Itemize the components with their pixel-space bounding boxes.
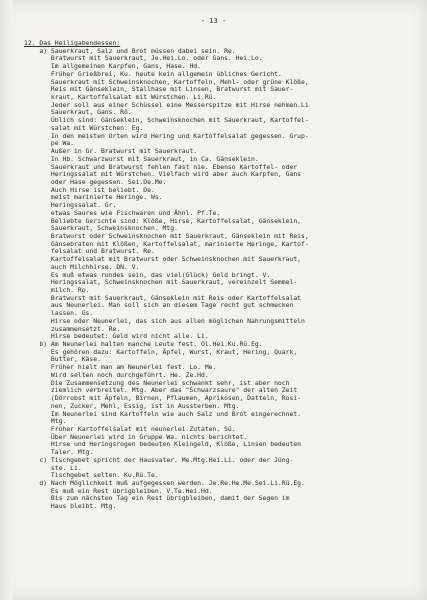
text-line: Tischgebet selten. Ku.Rü.Te. — [24, 471, 159, 480]
text-line: Beliebte Gerichte sind: Klöße, Hirse, Kartoffelsalat, Gänseklein, — [24, 216, 302, 225]
text-line: kraut, Kartoffelsalat mit Würstchen. Li.Rü. — [24, 93, 217, 102]
text-line: nen, Zucker, Mehl, Essig, ist in Aussterben. Mtg. — [24, 401, 240, 410]
text-line: Bratwurst mit Sauerkraut, Gänseklein mit Reis oder Kartoffelsalat — [24, 293, 302, 302]
text-line: Haus bleibt. Mtg. — [24, 502, 117, 511]
text-line: Mtg. — [24, 417, 67, 426]
text-line: Sauerkraut, Gans. Rö. — [24, 108, 132, 117]
text-line: meist marinierte Heringe. Ws. — [24, 193, 163, 202]
text-line: Früher Kartoffelsalat mit neunerlei Zutaten. Sü. — [24, 424, 236, 433]
text-line: pe Wa. — [24, 139, 75, 148]
text-line: Wird selten noch durchgeführt. He. Ze.Hd. — [24, 370, 209, 379]
text-line: In den meisten Orten wird Hering und Kartoffelsalat gegessen. Grup- — [24, 131, 309, 140]
text-line: Butter, Käse. — [24, 355, 101, 364]
text-line: Es muß ein Rest übrigbleiben. V.Te.Hei.Hd. — [24, 486, 213, 495]
text-line: d) Nach Möglichkeit muß aufgegessen werden. Je.Re.He.Me.Sei.Li.Rü.Eg. — [24, 478, 305, 487]
text-line: Reis mit Gänseklein, Stallhase mit Linsen, Bratwurst mit Sauer- — [24, 85, 294, 94]
text-line: Bratwurst mit Sauerkraut, Je.Hei.Lo. oder Gans. Hei.Lo. — [24, 54, 263, 63]
text-line: Gänsebraten mit Klößen, Kartoffelsalat, marinierte Heringe, Kartof- — [24, 239, 309, 248]
text-line: Auch Hirse ist beliebt. De. — [24, 185, 155, 194]
text-line: Hirse bedeutet: Geld wird nicht alle. Li. — [24, 332, 209, 341]
text-line: etwas Saures wie Fischwaren und Ähnl. Pf.Te. — [24, 208, 221, 217]
text-line: Früher Grießbrei, Ku. heute kein allgemein übliches Gericht. — [24, 69, 282, 78]
text-line: milch. Ro. — [24, 286, 90, 294]
text-line: c) Tischgebet spricht der Hausvater. Me.Mtg.Hei.Li. oder der Jüng- — [24, 455, 294, 464]
section-body — [24, 40, 419, 511]
text-line: Außer in Gr. Bratwurst mit Sauerkraut. — [24, 147, 198, 156]
text-line: auch Milchhirse. DN. V. — [24, 262, 140, 271]
text-line: Es gehören dazu: Kartoffeln, Äpfel, Wurst, Kraut, Hering, Quark, — [24, 347, 298, 356]
text-line: Bratwurst oder Schweinsknochen mit Sauerkraut, Gänseklein mit Reis, — [24, 231, 309, 240]
page-edge — [0, 0, 12, 600]
text-line: Taler. Mtg. — [24, 448, 94, 457]
text-line: Sauerkraut und Bratwurst fehlen fast nie. Ebenso Kartoffel- oder — [24, 162, 298, 171]
text-line: Sauerkraut mit Schweinsknochen, Kartoffeln, Mehl- oder grüne Klöße, — [24, 77, 309, 86]
text-line: Im allgemeinen Karpfen, Gans, Hase. Hd. — [24, 62, 201, 71]
text-line: Bis zum nächsten Tag ein Rest übrigbleiben, damit der Segen im — [24, 494, 290, 503]
text-line: Hirse und Heringsrogen bedeuten Kleingeld, Klöße, Linsen bedeuten — [24, 440, 302, 449]
text-line: a) Sauerkraut, Salz und Brot müssen dabei sein. Re. — [24, 46, 236, 55]
text-line: b) Am Neunerlei halten manche Leute fest. Ol.Hei.Ku.Rü.Eg. — [24, 340, 263, 349]
text-line: (Dörrobst mit Äpfeln, Birnen, Pflaumen, Aprikosen, Datteln, Rosi- — [24, 394, 302, 403]
text-line: In Hb. Schwarzwurst mit Sauerkraut, in Ca. Gänseklein. — [24, 154, 259, 163]
text-line: salat mit Würstchen. Eg. — [24, 123, 144, 132]
text-line: lassen. Gs. — [24, 309, 94, 318]
text-line: Hirse oder Neunerlei, das sich aus allen möglichen Nahrungsmitteln — [24, 316, 305, 325]
text-line: zusammensetzt. Re. — [24, 324, 121, 333]
text-line: Es muß etwas rundes sein, das viel(Glück) Geld bringt. V. — [24, 270, 271, 279]
text-line: oder Hase gegessen. Sei.De.Me. — [24, 177, 167, 186]
text-line: Heringssalat, Schweinsknochen mit Sauerkraut, vereinzelt Semmel- — [24, 278, 298, 287]
text-line: Heringssalat. Gr. — [24, 201, 117, 210]
text-line: Kartoffelsalat mit Bratwurst oder Schweinsknochen mit Sauerkraut, — [24, 255, 302, 264]
text-lines — [24, 48, 419, 511]
text-line: Früher hielt man am Neunerlei fest. Lo. Me. — [24, 363, 217, 372]
text-line: Die Zusammensetzung des Neunerlei schwankt sehr, ist aber noch — [24, 378, 290, 387]
text-line: Jeder soll aus einer Schüssel eine Messerspitze mit Hirse nehmen.Li — [24, 100, 309, 109]
page-number: - 13 - — [200, 17, 227, 25]
text-line: Im Neunerlei sind Kartoffeln wie auch Salz und Brot eingerechnet. — [24, 409, 302, 418]
text-line: Heringssalat mit Würstchen. Vielfach wird aber auch Karpfen, Gans — [24, 170, 302, 179]
text-line: aus Neunerlei. Man soll sich an diesem Tage recht gut schmecken — [24, 301, 294, 310]
text-line: ste. Li. — [24, 463, 82, 472]
section-heading: 12. Das Heiligabendessen: — [24, 39, 121, 47]
text-line: Sauerkraut, Schweinsknochen. Mtg. — [24, 224, 178, 233]
text-line: Über Neunerlei wird in Gruppe Wa. nichts berichtet. — [24, 432, 248, 441]
text-line: ziemlich verbreitet. Mtg. Aber das "Schwarzsaure" der alten Zeit — [24, 386, 298, 395]
text-line: felsalat und Bratwurst. Re. — [24, 247, 155, 256]
text-line: Üblich sind: Gänseklein, Schweinsknochen mit Sauerkraut, Kartoffel- — [24, 116, 309, 125]
